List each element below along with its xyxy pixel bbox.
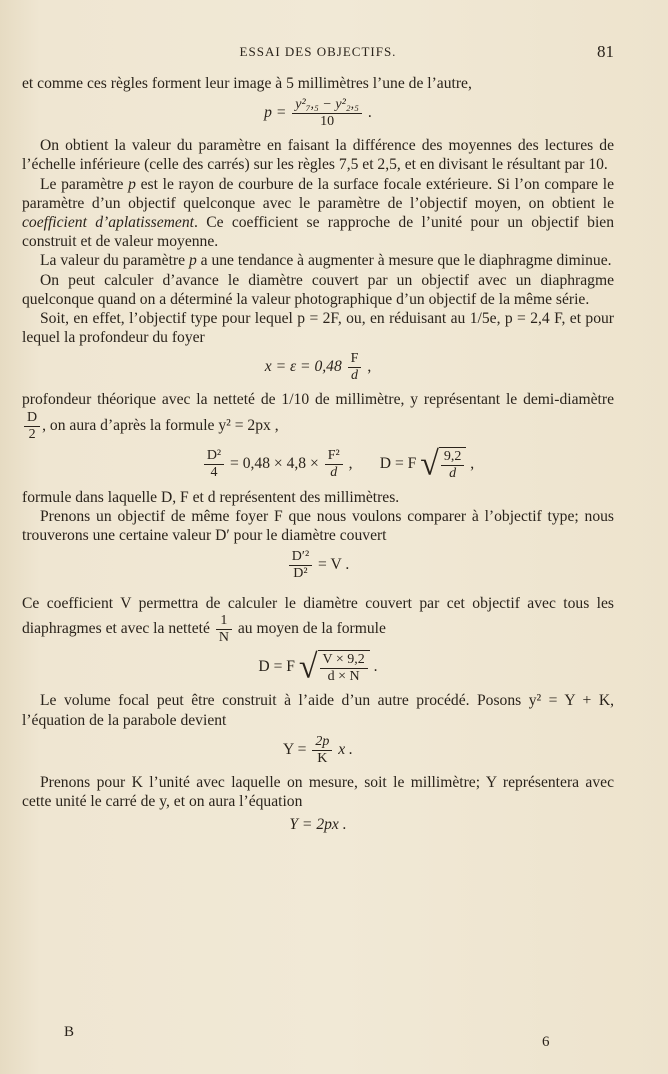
paragraph-12: Prenons pour K l’unité avec laquelle on mesure, soit le millimètre; Y représentera avec cette unité le carré de y, et on aura l’équation [22,773,614,811]
paragraph-7 [22,390,614,442]
p10-numerator: 1 [220,613,228,629]
eq1-fraction [292,97,362,130]
eq2-fraction [348,351,362,384]
equation-final: Y = 2px . [289,816,347,834]
eq1-lhs: p = [264,104,287,122]
page-number: 81 [597,42,614,61]
paragraph-3 [22,175,614,252]
paragraph-8: formule dans laquelle D, F et d représentent des millimètres. [22,488,400,506]
eq3-denominator-2: d [325,464,343,481]
eq6-denominator: K [312,750,332,767]
p7-fraction [24,410,40,443]
paragraph-9: Prenons un objectif de même foyer F que nous voulons comparer à l’objectif type; nous trouverons une certaine valeur D′ pour le diamètre couvert [22,507,614,545]
eq6-numerator: 2p [315,733,330,749]
eq3-fraction-3 [441,449,465,482]
eq1-numerator: y²₇,₅ − y²₂,₅ [295,97,360,113]
paragraph-6: Soit, en effet, l’objectif type pour lequel p = 2F, ou, en réduisant au 1/5e, p = 2,4 F, et pour lequel la profondeur du foyer [22,310,614,347]
signature-mark: B [64,1024,75,1040]
eq3-radicand-denominator: d [441,465,465,482]
eq3-fraction-1 [204,448,224,481]
equation-parameter: p = $\frac{\text{y²₇,₅ − y²₂,₅}}{10}$ . [264,97,372,130]
equation-covered-diameter: D = F √ $\frac{V \times 9,2}{d \times N}$ . [258,648,378,686]
radical-sign-icon: √ [420,445,439,483]
paragraph-4 [22,251,614,270]
eq3-middle: = 0,48 × 4,8 × [230,454,319,472]
eq5-lhs: D = F [258,658,295,676]
eq4-fraction [289,549,312,582]
p4-variable: p [188,252,197,270]
radical-sign-icon: √ [298,648,318,686]
paragraph-10 [22,594,614,646]
eq2-numerator: F [350,351,359,367]
running-head [22,44,614,66]
p7-denominator: 2 [24,426,40,443]
eq6-fraction [312,734,332,767]
eq3-numerator-2: F² [327,447,340,463]
eq6-rhs: x . [338,740,353,758]
p4-text-a: La valeur du paramètre [40,252,189,270]
p7-text-b: , on aura d’après la formule y² = 2px , [42,416,279,434]
sheet-number: 6 [542,1034,550,1050]
p3-text-c: . Ce coefficient se rapproche de l’unité pour un objectif bien construit et de valeur moyenne. [22,214,614,251]
paragraph-1: et comme ces règles forment leur image à 5 millimètres l’une de l’autre, [22,75,472,92]
page-body [22,74,614,841]
p3-text-b: est le rayon de courbure de la surface focale extérieure. Si l’on compare le paramètre d’un objectif quelconque avec le paramètre de l’objectif moyen, on obtient le [22,175,614,212]
p3-text-a: Le paramètre [40,175,129,193]
eq5-fraction [320,652,368,685]
eq4-denominator: D² [289,565,312,582]
paragraph-11: Le volume focal peut être construit à l’aide d’un autre procédé. Posons y² = Y + K, l’équation de la parabole devient [22,692,614,729]
eq5-radicand [318,650,370,685]
p10-text-b: au moyen de la formule [237,620,386,638]
p10-text-a: Ce coefficient V permettra de calculer le diamètre couvert par cet objectif avec tous les diaphragmes et avec la netteté [22,595,614,638]
eq3-numerator-1: D² [206,447,222,463]
p3-variable: p [128,175,136,193]
running-title: ESSAI DES OBJECTIFS. [239,44,397,59]
eq2-denominator: d [348,367,362,384]
paragraph-2: On obtient la valeur du paramètre en faisant la différence des moyennes des lectures de l’échelle inférieure (celle des carrés) sur les règles 7,5 et 2,5, et en divisant le résultant par 10. [22,137,614,174]
equation-coefficient [22,545,614,588]
equation-parabola [22,730,614,773]
eq3-fraction-2 [325,448,343,481]
p4-text-b: a une tendance à augmenter à mesure que le diaphragme diminue. [196,252,612,270]
eq4-numerator: D′² [291,549,310,565]
p7-numerator: D [27,409,38,425]
equation-depth: x = ε = 0,48 $\frac{F}{d}$ , [264,351,372,384]
eq5-denominator: d × N [320,668,368,685]
eq1-denominator: 10 [292,113,362,130]
eq3-right-lhs: D = F [379,454,417,472]
equation-diameter: $\frac{\text{D²}}{4}$ = 0,48 × 4,8 × $\frac{\text{F²}}{d}$ , D = F √ $\frac{9,2}{d}$ , [22,443,614,488]
eq5-numerator: V × 9,2 [322,652,365,668]
eq2-lhs: x = ε = 0,48 [264,358,342,376]
paragraph-5: On peut calculer d’avance le diamètre couvert par un objectif avec un diaphragme quelconque quand on a déterminé la valeur photographique d’un objectif de la même série. [22,271,614,308]
eq6-lhs: Y = [283,740,307,758]
eq3-radicand [439,447,467,482]
p7-text-a: profondeur théorique avec la netteté de 1/10 de millimètre, y représentant le demi-diamètre [22,391,614,409]
eq4-rhs: = V . [318,556,350,574]
eq3-denominator-1: 4 [204,464,224,481]
p3-emphasis: coefficient d’aplatissement [22,214,194,232]
p10-denominator: N [216,629,232,646]
eq3-radicand-numerator: 9,2 [443,448,462,464]
p10-fraction [216,613,232,646]
